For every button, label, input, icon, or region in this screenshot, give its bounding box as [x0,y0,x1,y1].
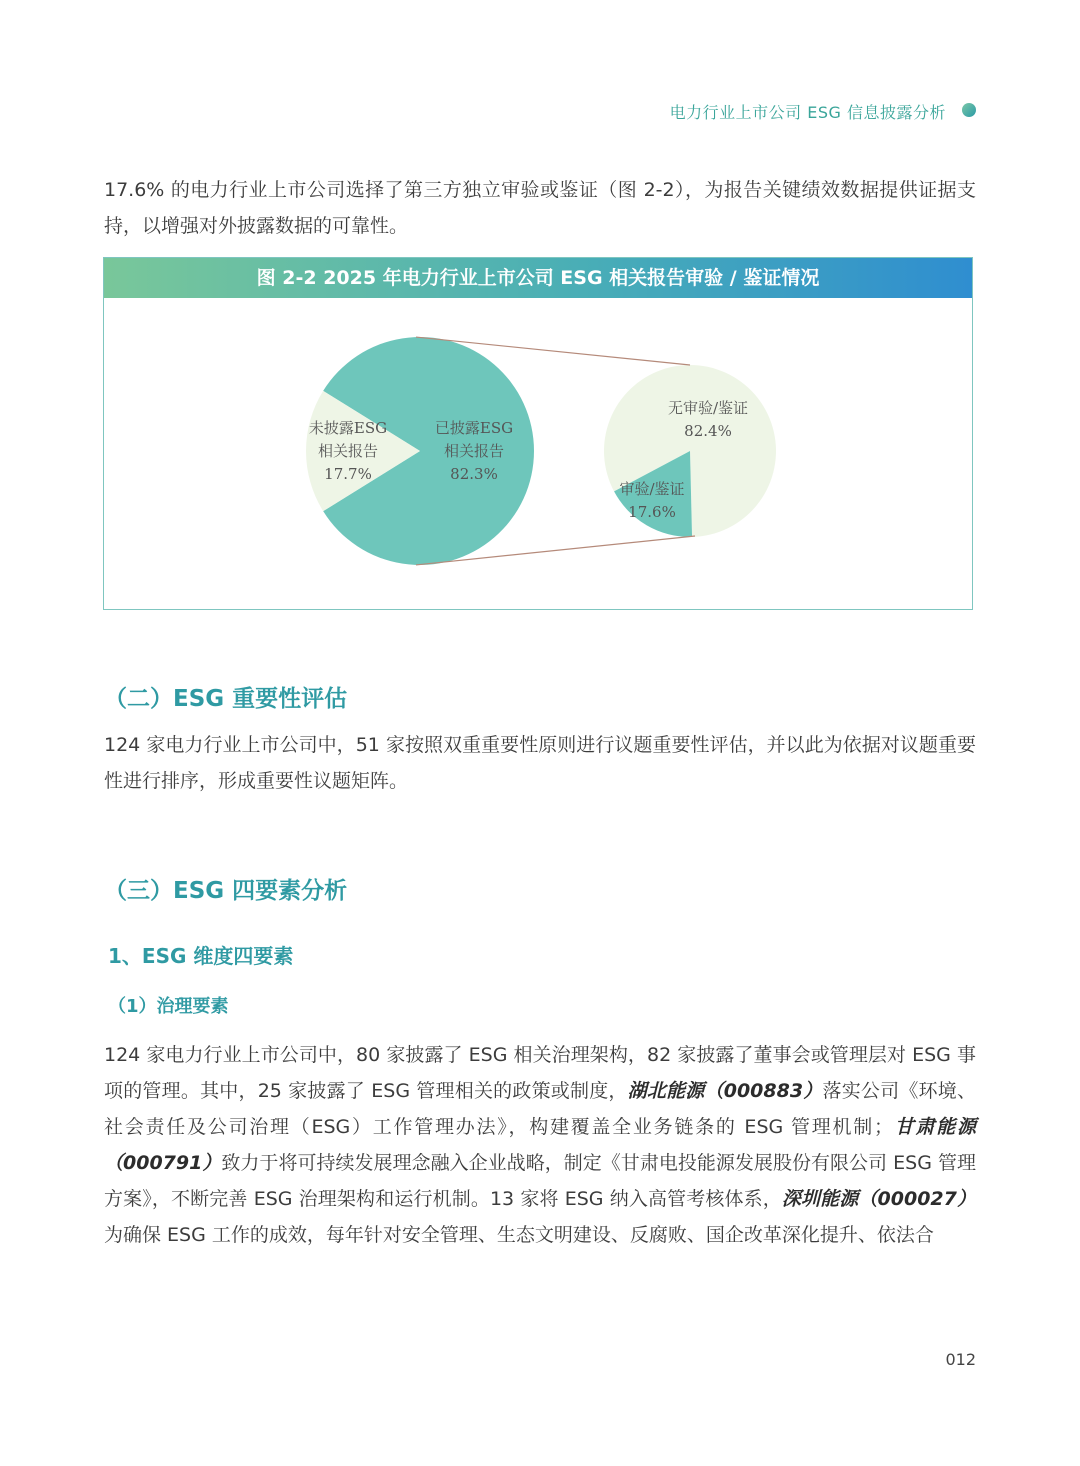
label-not-disclosed-value: 17.7% [324,465,372,483]
section-heading-four-elements: （三）ESG 四要素分析 [104,878,348,904]
page-number: 012 [945,1350,976,1369]
materiality-paragraph: 124 家电力行业上市公司中，51 家按照双重重要性原则进行议题重要性评估，并以此为依据对议题重要性进行排序，形成重要性议题矩阵。 [104,734,976,792]
section-heading-materiality: （二）ESG 重要性评估 [104,686,348,712]
governance-text-1: 124 家电力行业上市公司中，80 家披露了 ESG 相关治理架构，82 家披露了董事会或管理层对 ESG 事项的管理。其中，25 家披露了 ESG 管理相关的政策或制度， [104,1044,976,1102]
figure-chart [104,258,972,609]
figure-title: 图 2-2 2025 年电力行业上市公司 ESG 相关报告审验 / 鉴证情况 [104,258,972,298]
subsection-heading-governance: （1）治理要素 [108,996,229,1017]
label-assurance-line1: 审验/鉴证 [619,480,685,498]
label-no-assurance-value: 82.4% [684,422,732,440]
governance-text-3: 致力于将可持续发展理念融入企业战略，制定《甘肃电投能源发展股份有限公司 ESG 管理方案》，不断完善 ESG 治理架构和运行机制。13 家将 ESG 纳入高管考核体系， [104,1152,976,1210]
label-no-assurance-line1: 无审验/鉴证 [667,399,749,417]
page-header-title: 电力行业上市公司 ESG 信息披露分析 [669,103,946,122]
subsection-heading-dimensions: 1、ESG 维度四要素 [108,944,294,968]
company-hubei-energy: 湖北能源（000883） [627,1080,823,1102]
intro-paragraph: 17.6% 的电力行业上市公司选择了第三方独立审验或鉴证（图 2-2），为报告关键绩效数据提供证据支持，以增强对外披露数据的可靠性。 [104,179,976,237]
company-shenzhen-energy: 深圳能源（000027） [781,1188,976,1210]
figure-2-2 [103,257,973,610]
governance-paragraph [104,1037,976,1253]
header-dot-icon [962,103,976,117]
label-not-disclosed-line1: 未披露ESG [308,419,388,437]
label-not-disclosed-line2: 相关报告 [317,442,379,460]
governance-text-2: 落实公司《环境、社会责任及公司治理（ESG）工作管理办法》，构建覆盖全业务链条的 ESG 管理机制； [104,1080,976,1138]
company-gansu-energy: 甘肃能源（000791） [104,1116,976,1174]
label-disclosed-value: 82.3% [450,465,498,483]
label-disclosed-line1: 已披露ESG [434,419,514,437]
governance-text-4: 为确保 ESG 工作的成效，每年针对安全管理、生态文明建设、反腐败、国企改革深化提升、依法合 [104,1224,934,1246]
label-disclosed-line2: 相关报告 [443,442,505,460]
label-assurance-value: 17.6% [628,503,676,521]
